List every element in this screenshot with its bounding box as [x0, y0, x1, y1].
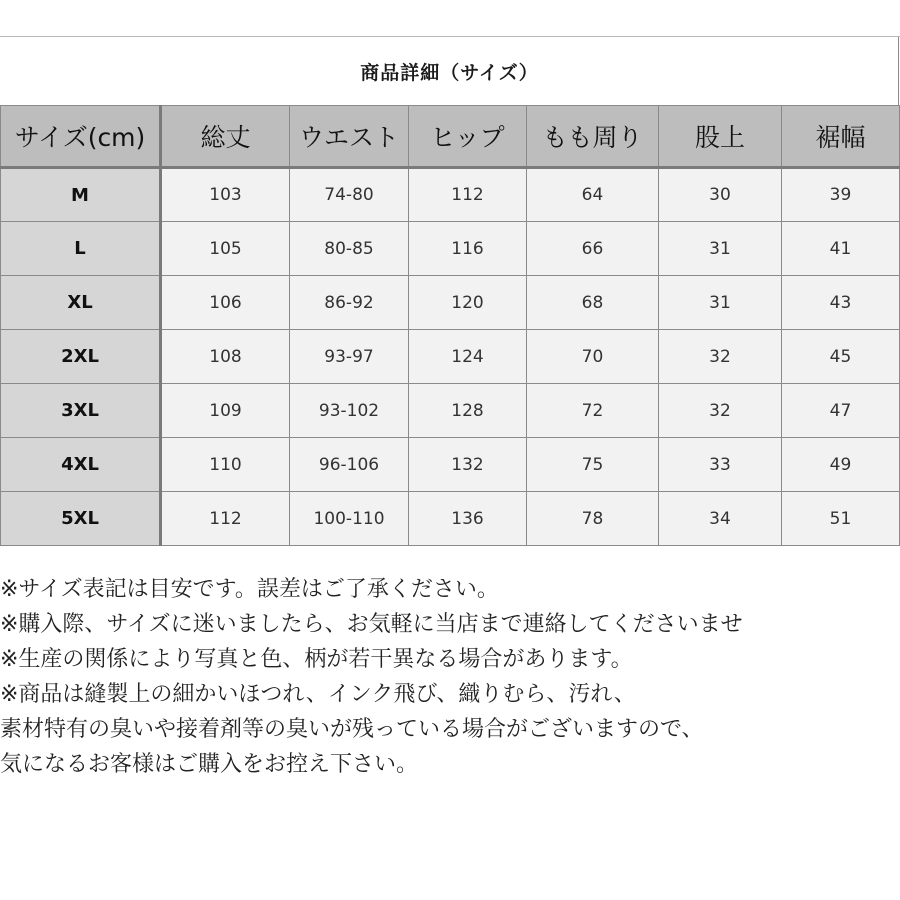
table-row: [1, 168, 900, 222]
table-cell: 100-110: [290, 492, 409, 546]
table-cell: 93-102: [290, 384, 409, 438]
table-cell: 33: [659, 438, 782, 492]
table-row: [1, 438, 900, 492]
table-cell: 96-106: [290, 438, 409, 492]
table-cell: 120: [409, 276, 527, 330]
table-row: [1, 222, 900, 276]
table-cell: 32: [659, 330, 782, 384]
table-row: [1, 492, 900, 546]
table-cell: 32: [659, 384, 782, 438]
table-cell: 132: [409, 438, 527, 492]
table-cell: 75: [527, 438, 659, 492]
table-cell: 34: [659, 492, 782, 546]
table-cell: 43: [782, 276, 900, 330]
table-cell: 86-92: [290, 276, 409, 330]
table-cell: 51: [782, 492, 900, 546]
column-header-thigh: もも周り: [527, 106, 659, 168]
table-cell: 124: [409, 330, 527, 384]
table-cell: 39: [782, 168, 900, 222]
notes-section: [0, 572, 900, 782]
column-header-hem-width: 裾幅: [782, 106, 900, 168]
table-row: [1, 276, 900, 330]
note-line: 素材特有の臭いや接着剤等の臭いが残っている場合がございますので、: [0, 717, 704, 742]
table-cell: 70: [527, 330, 659, 384]
table-cell: 31: [659, 222, 782, 276]
table-cell: 31: [659, 276, 782, 330]
table-cell: 30: [659, 168, 782, 222]
note-line: 気になるお客様はご購入をお控え下さい。: [0, 752, 419, 777]
table-cell: 128: [409, 384, 527, 438]
column-header-waist: ウエスト: [290, 106, 409, 168]
note-line: ※生産の関係により写真と色、柄が若干異なる場合があります。: [0, 647, 633, 672]
table-cell: 105: [161, 222, 290, 276]
size-label-cell: 4XL: [1, 438, 161, 492]
table-cell: 93-97: [290, 330, 409, 384]
size-label-cell: L: [1, 222, 161, 276]
table-cell: 108: [161, 330, 290, 384]
table-cell: 106: [161, 276, 290, 330]
table-cell: 47: [782, 384, 900, 438]
table-cell: 68: [527, 276, 659, 330]
table-cell: 41: [782, 222, 900, 276]
size-label-cell: 2XL: [1, 330, 161, 384]
column-header-hip: ヒップ: [409, 106, 527, 168]
table-row: [1, 384, 900, 438]
note-line: ※購入際、サイズに迷いましたら、お気軽に当店まで連絡してくださいませ: [0, 612, 743, 637]
table-cell: 112: [409, 168, 527, 222]
table-cell: 78: [527, 492, 659, 546]
table-cell: 80-85: [290, 222, 409, 276]
table-cell: 74-80: [290, 168, 409, 222]
column-header-total-length: 総丈: [161, 106, 290, 168]
table-cell: 116: [409, 222, 527, 276]
column-header-size: サイズ(cm): [1, 106, 161, 168]
column-header-rise: 股上: [659, 106, 782, 168]
note-line: ※サイズ表記は目安です。誤差はご了承ください。: [0, 577, 499, 602]
size-table: [0, 105, 900, 546]
table-cell: 49: [782, 438, 900, 492]
table-cell: 64: [527, 168, 659, 222]
size-label-cell: XL: [1, 276, 161, 330]
table-cell: 110: [161, 438, 290, 492]
page-title: 商品詳細（サイズ）: [360, 61, 539, 84]
table-cell: 103: [161, 168, 290, 222]
size-label-cell: 5XL: [1, 492, 161, 546]
table-cell: 66: [527, 222, 659, 276]
table-cell: 109: [161, 384, 290, 438]
size-label-cell: 3XL: [1, 384, 161, 438]
table-cell: 112: [161, 492, 290, 546]
note-line: ※商品は縫製上の細かいほつれ、インク飛び、織りむら、汚れ、: [0, 682, 636, 707]
size-label-cell: M: [1, 168, 161, 222]
table-cell: 72: [527, 384, 659, 438]
table-cell: 136: [409, 492, 527, 546]
table-header-row: [1, 106, 900, 168]
table-row: [1, 330, 900, 384]
table-cell: 45: [782, 330, 900, 384]
